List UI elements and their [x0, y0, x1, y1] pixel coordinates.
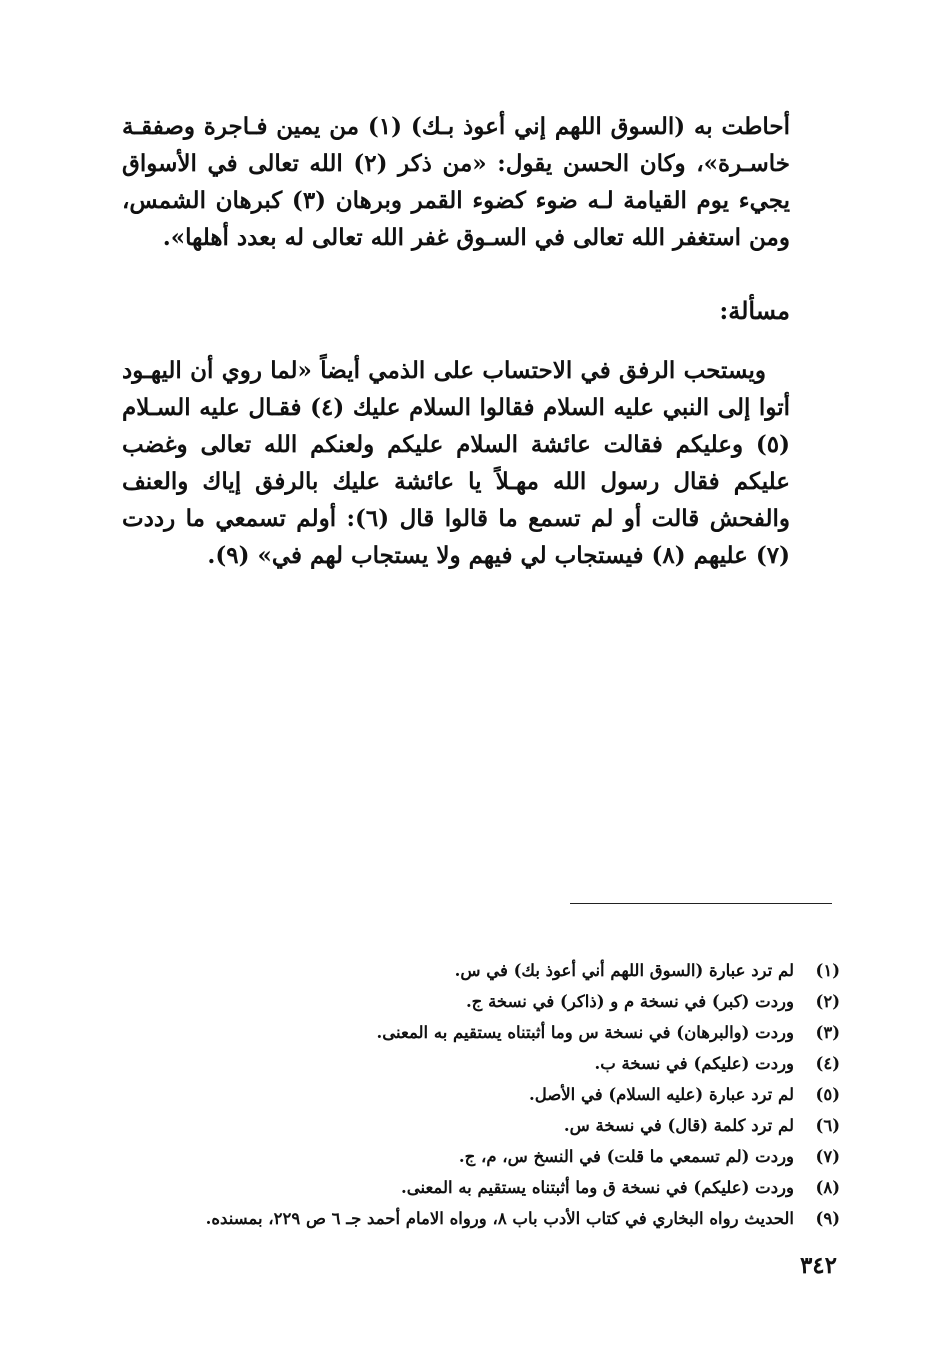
footnote-text: لم ترد عبارة (السوق اللهم أني أعوذ بك) في س. [454, 961, 794, 980]
footnote-text: الحديث رواه البخاري في كتاب الأدب باب ٨، ورواه الامام أحمد جـ ٦ ص ٢٢٩، بمسنده. [205, 1209, 794, 1228]
section-heading: مسألة: [719, 296, 790, 325]
footnote-item [100, 1110, 840, 1141]
footnote-number: (٩) [815, 1209, 840, 1228]
footnote-number: (٢) [815, 992, 840, 1011]
footnote-text: وردت (والبرهان) في نسخة س وما أثبتناه يستقيم به المعنى. [376, 1023, 794, 1042]
footnote-item [100, 1141, 840, 1172]
footnote-item [100, 955, 840, 986]
footnote-item [100, 1203, 840, 1234]
footnote-text: وردت (كبر) في نسخة م و (ذاكر) في نسخة ج. [465, 992, 794, 1011]
footnote-item [100, 1079, 840, 1110]
footnote-text: وردت (لم تسمعي ما قلت) في النسخ س، م، ج. [458, 1147, 794, 1166]
footnote-item [100, 1172, 840, 1203]
footnote-number: (٥) [815, 1085, 840, 1104]
footnote-text: وردت (عليكم) في نسخة ب. [594, 1054, 794, 1073]
footnote-number: (٤) [815, 1054, 840, 1073]
footnote-number: (٣) [815, 1023, 840, 1042]
page-number: ٣٤٢ [799, 1252, 837, 1279]
footnote-text: وردت (عليكم) في نسخة ق وما أثبتناه يستقيم به المعنى. [400, 1178, 794, 1197]
footnote-separator [570, 903, 832, 904]
footnote-item [100, 1048, 840, 1079]
footnotes-list [100, 955, 840, 1234]
footnote-number: (٧) [815, 1147, 840, 1166]
footnote-text: لم ترد عبارة (عليه السلام) في الأصل. [528, 1085, 794, 1104]
body-paragraph-1: أحاطت به (السوق اللهم إني أعوذ بـك) (١) من يمين فـاجرة وصفقـة خاسـرة»، وكان الحسن يقول: «من ذكر (٢) الله تعالى في الأسواق يجيء يوم القيامة لـه ضوء كضوء القمر وبرهان (٣) كبرهان الشمس، ومن استغفر الله تعالى في السـوق غفر الله تعالى له بعدد أهلها». [122, 113, 790, 251]
footnote-number: (٨) [815, 1178, 840, 1197]
body-paragraph-2: ويستحب الرفق في الاحتساب على الذمي أيضاً «لما روي أن اليهـود أتوا إلى النبي عليه السلام فقالوا السلام عليك (٤) فقـال عليه السـلام (٥) وعليكم فقالت عائشة السلام عليكم ولعنكم الله تعالى وغضب عليكم فقال رسول الله مهـلاً يا عائشة عليك بالرفق إياك والعنف والفحش قالت أو لم تسمع ما قالوا قال (٦): أولم تسمعي ما رددت (٧) عليهم (٨) فيستجاب لي فيهم ولا يستجاب لهم في» (٩). [122, 357, 790, 569]
footnote-number: (٦) [815, 1116, 840, 1135]
footnote-text: لم ترد كلمة (قال) في نسخة س. [563, 1116, 794, 1135]
footnote-number: (١) [815, 961, 840, 980]
footnote-item [100, 1017, 840, 1048]
footnote-item [100, 986, 840, 1017]
